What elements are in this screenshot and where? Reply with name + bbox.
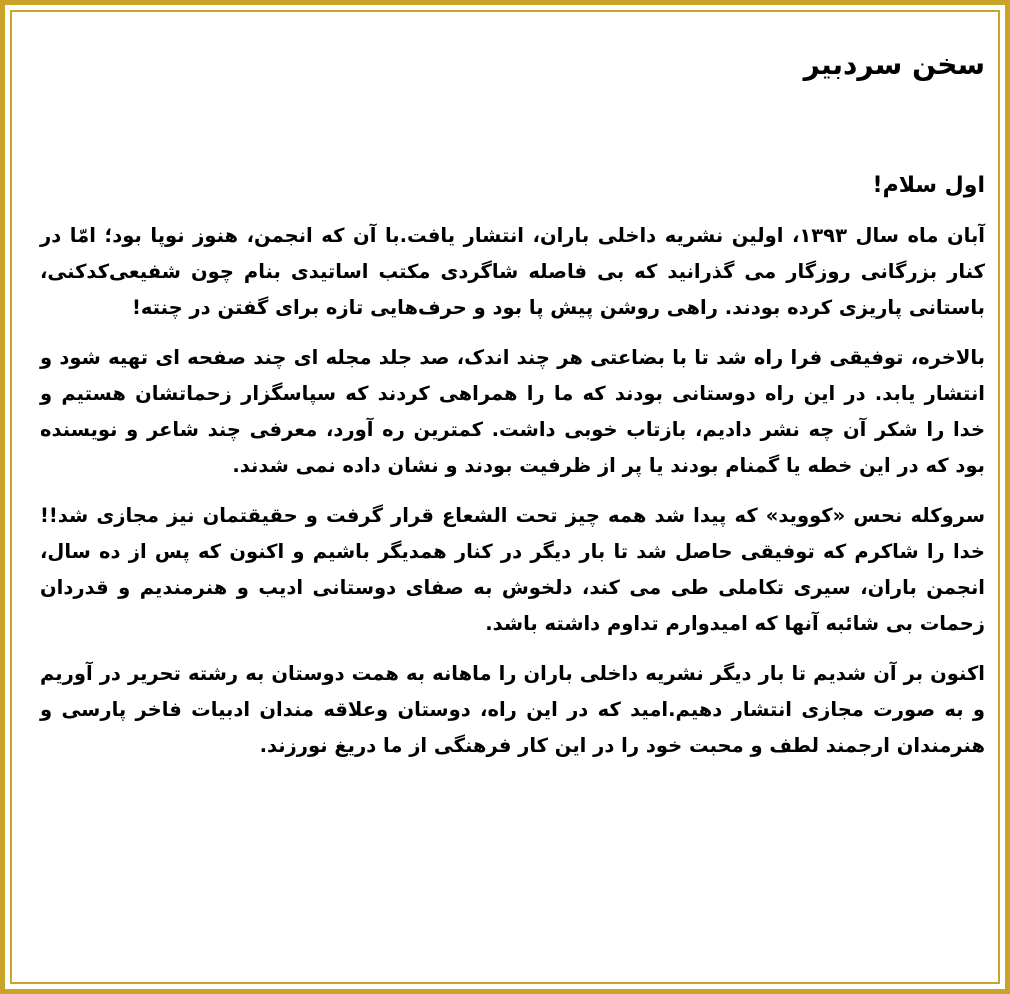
greeting-heading: اول سلام! — [872, 173, 985, 198]
paragraph-1: آبان ماه سال ۱۳۹۳، اولین نشریه داخلی باران، انتشار یافت.با آن که انجمن، هنوز نوپا بود؛ امّا در کنار بزرگانی روزگار می گذرانید که بی فاصله شاگردی مکتب اساتیدی بنام چون شفیعی‌کدکنی، باستانی پاریزی کرده بودند. راهی روشن پیش پا بود و حرف‌هایی تازه برای گفتن در چنته! — [40, 224, 985, 319]
paragraph-2: بالاخره، توفیقی فرا راه شد تا با بضاعتی هر چند اندک، صد جلد مجله ای چند صفحه ای تهیه شود و انتشار یابد. در این راه دوستانی بودند که ما را همراهی کردند که سپاسگزار زحماتشان هستیم و خدا را شکر آن چه نشر دادیم، بازتاب خوبی داشت. کمترین ره آورد، معرفی چند شاعر و نویسنده بود که در این خطه یا گمنام بودند یا پر از ظرفیت بودند و نشان داده نمی شدند. — [40, 346, 985, 477]
paragraph-4: اکنون بر آن شدیم تا بار دیگر نشریه داخلی باران را ماهانه به همت دوستان به رشته تحریر در آوریم و به صورت مجازی انتشار دهیم.امید که در این راه، دوستان وعلاقه مندان ادبیات فاخر پارسی و هنرمندان ارجمند لطف و محبت خود را در این کار فرهنگی از ما دریغ نورزند. — [40, 662, 985, 757]
article-title: سخن سردبیر — [803, 48, 985, 81]
editorial-article — [40, 40, 985, 764]
paragraph-3: سروکله نحس «کووید» که پیدا شد همه چیز تحت الشعاع قرار گرفت و حقیقتمان نیز مجازی شد!! خدا را شاکرم که توفیقی حاصل شد تا بار دیگر در کنار همدیگر باشیم و اکنون که پس از ده سال، انجمن باران، سیری تکاملی طی می کند، دلخوش به صفای دوستانی ادیب و هنرمندیم و قدردان زحمات بی شائبه آنها که امیدوارم تداوم داشته باشد. — [40, 504, 985, 635]
